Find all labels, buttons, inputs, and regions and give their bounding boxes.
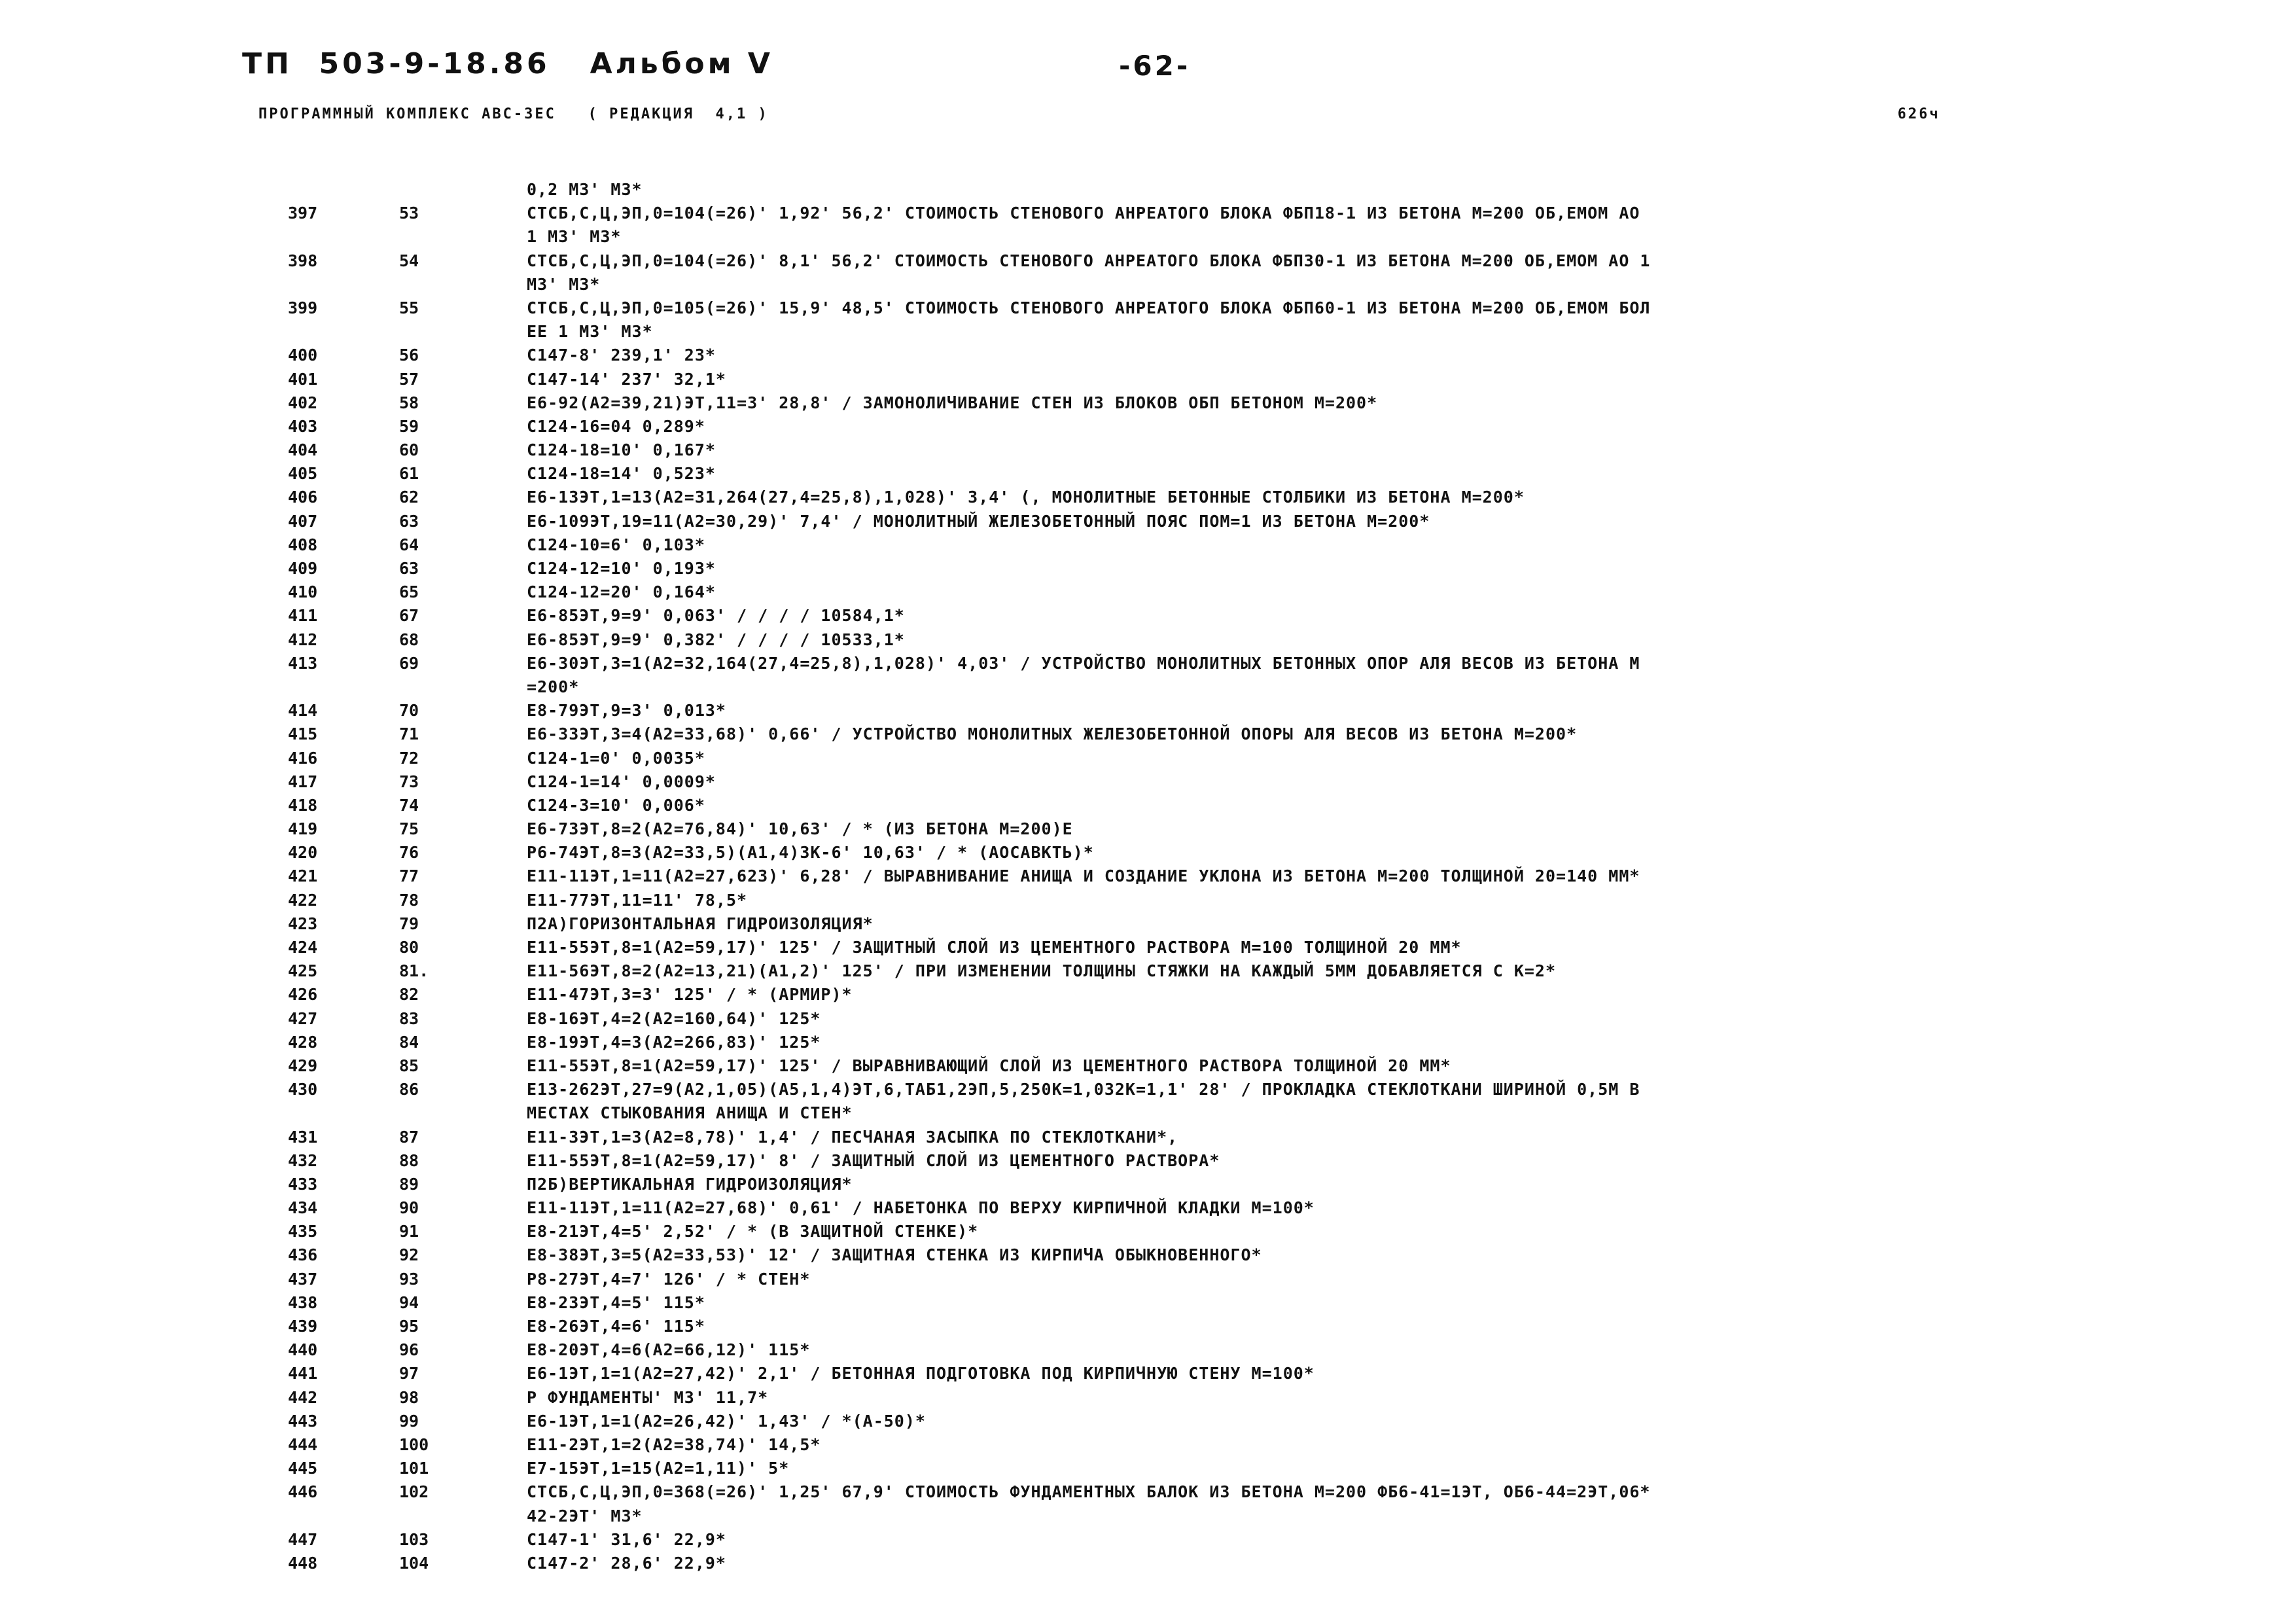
listing-line [288,747,2094,770]
line-text: С124-10=6' 0,103* [527,535,705,554]
line-text: С147-14' 237' 32,1* [527,369,726,389]
line-text: Е8-79ЭТ,9=3' 0,013* [527,701,726,721]
line-text: Е11-3ЭТ,1=3(А2=8,78)' 1,4' / ПЕСЧАНАЯ ЗАСЫПКА ПО СТЕКЛОТКАНИ*, [527,1127,1178,1147]
item-number: 98 [399,1387,419,1407]
line-text: Р6-74ЭТ,8=3(А2=33,5)(А1,4)ЗК-6' 10,63' / * (АОСАВКТЬ)* [527,843,1094,863]
item-number: 55 [399,298,419,317]
item-number: 61 [399,464,419,484]
line-number: 430 [288,1080,318,1099]
line-number: 413 [288,653,318,673]
item-number [399,273,527,296]
line-number: 406 [288,488,318,507]
item-number: 77 [399,866,419,886]
album-title: ТП 503-9-18.86 Альбом V [242,47,773,80]
item-number: 81. [399,961,429,981]
item-number: 79 [399,914,419,933]
item-number: 58 [399,393,419,412]
item-number: 72 [399,748,419,768]
line-text: Е8-20ЭТ,4=6(А2=66,12)' 115* [527,1340,811,1360]
line-text: П2А)ГОРИЗОНТАЛЬНАЯ ГИДРОИЗОЛЯЦИЯ* [527,914,874,933]
line-number: 399 [288,298,318,317]
line-text: С147-2' 28,6' 22,9* [527,1553,726,1573]
listing-line [288,510,2094,533]
listing-line [288,604,2094,628]
line-number [288,1505,399,1528]
item-number [399,1505,527,1528]
item-number: 96 [399,1340,419,1360]
item-number: 56 [399,346,419,365]
listing-line [288,1173,2094,1196]
line-text: СТСБ,С,Ц,ЭП,0=104(=26)' 8,1' 56,2' СТОИМОСТЬ СТЕНОВОГО АНРЕАТОГО БЛОКА ФБП30-1 ИЗ БЕТОНА М=200 ОБ,ЕМОМ АО 1 [527,251,1651,270]
listing-line [288,1338,2094,1362]
line-text: Е11-55ЭТ,8=1(А2=59,17)' 125' / ВЫРАВНИВАЮЩИЙ СЛОЙ ИЗ ЦЕМЕНТНОГО РАСТВОРА ТОЛЩИНОЙ 20 ММ* [527,1056,1451,1075]
item-number [399,225,527,249]
line-number: 447 [288,1529,318,1549]
line-text: Е6-73ЭТ,8=2(А2=76,84)' 10,63' / * (ИЗ БЕТОНА М=200)Е [527,819,1073,839]
line-text: Е11-55ЭТ,8=1(А2=59,17)' 125' / ЗАЩИТНЫЙ СЛОЙ ИЗ ЦЕМЕНТНОГО РАСТВОРА М=100 ТОЛЩИНОЙ 20 ММ* [527,938,1462,957]
line-number: 437 [288,1269,318,1289]
item-number: 68 [399,630,419,649]
line-text: Е6-13ЭТ,1=13(А2=31,264(27,4=25,8),1,028)' 3,4' (, МОНОЛИТНЫЕ БЕТОННЫЕ СТОЛБИКИ ИЗ БЕТОНА М=200* [527,488,1525,507]
line-number: 431 [288,1127,318,1147]
listing-line [288,1480,2094,1504]
line-number: 439 [288,1317,318,1336]
item-number: 65 [399,582,419,602]
line-number: 423 [288,914,318,933]
line-text: С124-1=0' 0,0035* [527,748,705,768]
listing-line [288,675,2094,699]
listing-line [288,628,2094,652]
line-number: 416 [288,748,318,768]
item-number: 63 [399,559,419,578]
line-text: Е8-19ЭТ,4=3(А2=266,83)' 125* [527,1032,821,1052]
item-number: 93 [399,1269,419,1289]
listing-line [288,415,2094,438]
line-number: 419 [288,819,318,839]
line-text: СТСБ,С,Ц,ЭП,0=104(=26)' 1,92' 56,2' СТОИМОСТЬ СТЕНОВОГО АНРЕАТОГО БЛОКА ФБП18-1 ИЗ БЕТОНА М=200 ОБ,ЕМОМ АО [527,204,1640,223]
line-number: 446 [288,1482,318,1502]
item-number: 63 [399,511,419,531]
item-number: 80 [399,938,419,957]
item-number: 69 [399,653,419,673]
line-number: 443 [288,1411,318,1431]
line-number: 401 [288,369,318,389]
line-number [288,1101,399,1125]
listing-line [288,889,2094,912]
listing-line [288,841,2094,865]
listing-line [288,1386,2094,1410]
line-number: 403 [288,416,318,436]
line-text: СТСБ,С,Ц,ЭП,0=105(=26)' 15,9' 48,5' СТОИМОСТЬ СТЕНОВОГО АНРЕАТОГО БЛОКА ФБП60-1 ИЗ БЕТОНА М=200 ОБ,ЕМОМ БОЛ [527,298,1651,317]
listing-line [288,1410,2094,1433]
listing-line [288,1433,2094,1457]
listing-line [288,391,2094,415]
line-number: 427 [288,1008,318,1028]
line-text: Е6-92(А2=39,21)ЭТ,11=3' 28,8' / ЗАМОНОЛИЧИВАНИЕ СТЕН ИЗ БЛОКОВ ОБП БЕТОНОМ М=200* [527,393,1378,412]
line-number [288,675,399,699]
listing-line [288,225,2094,249]
line-text: МЕСТАХ СТЫКОВАНИЯ АНИЩА И СТЕН* [527,1103,853,1123]
item-number: 88 [399,1150,419,1170]
line-number: 405 [288,464,318,484]
line-number: 408 [288,535,318,554]
line-text: Е7-15ЭТ,1=15(А2=1,11)' 5* [527,1459,790,1478]
line-text: Е11-56ЭТ,8=2(А2=13,21)(А1,2)' 125' / ПРИ ИЗМЕНЕНИИ ТОЛЩИНЫ СТЯЖКИ НА КАЖДЫЙ 5ММ ДОБАВЛЯЕТСЯ С К=2* [527,961,1557,981]
item-number: 102 [399,1482,429,1502]
listing-line [288,983,2094,1007]
listing-line [288,296,2094,320]
line-number: 404 [288,440,318,460]
listing-line [288,1031,2094,1054]
item-number: 70 [399,701,419,721]
item-number [399,178,527,202]
line-number: 411 [288,606,318,626]
line-number: 402 [288,393,318,412]
sheet-code: 626ч [1898,106,1940,122]
item-number: 74 [399,795,419,815]
line-text: Е11-47ЭТ,3=3' 125' / * (АРМИР)* [527,985,853,1005]
line-text: Е6-109ЭТ,19=11(А2=30,29)' 7,4' / МОНОЛИТНЫЙ ЖЕЛЕЗОБЕТОННЫЙ ПОЯС ПОМ=1 ИЗ БЕТОНА М=200* [527,511,1430,531]
line-text: 1 М3' М3* [527,227,622,247]
line-number: 415 [288,724,318,744]
line-number: 424 [288,938,318,957]
line-number: 441 [288,1364,318,1383]
line-number: 432 [288,1150,318,1170]
item-number: 104 [399,1553,429,1573]
listing-line [288,1243,2094,1267]
listing-line [288,462,2094,486]
line-number [288,320,399,344]
line-text: С124-3=10' 0,006* [527,795,705,815]
listing-line [288,722,2094,746]
item-number: 64 [399,535,419,554]
listing-line [288,1291,2094,1315]
line-text: Е8-16ЭТ,4=2(А2=160,64)' 125* [527,1008,821,1028]
listing-line [288,770,2094,794]
line-text: Р ФУНДАМЕНТЫ' М3' 11,7* [527,1387,769,1407]
line-text: Е6-1ЭТ,1=1(А2=27,42)' 2,1' / БЕТОННАЯ ПОДГОТОВКА ПОД КИРПИЧНУЮ СТЕНУ М=100* [527,1364,1315,1383]
item-number: 82 [399,985,419,1005]
item-number: 85 [399,1056,419,1075]
listing-line [288,1315,2094,1338]
line-number: 448 [288,1553,318,1573]
line-text: Е11-11ЭТ,1=11(А2=27,623)' 6,28' / ВЫРАВНИВАНИЕ АНИЩА И СОЗДАНИЕ УКЛОНА ИЗ БЕТОНА М=200 ТОЛЩИНОЙ 20=140 ММ* [527,866,1640,886]
line-number: 414 [288,701,318,721]
item-number: 99 [399,1411,419,1431]
line-text: Е6-33ЭТ,3=4(А2=33,68)' 0,66' / УСТРОЙСТВО МОНОЛИТНЫХ ЖЕЛЕЗОБЕТОННОЙ ОПОРЫ АЛЯ ВЕСОВ ИЗ БЕТОНА М=200* [527,724,1578,744]
listing-line [288,1126,2094,1149]
listing-line [288,1220,2094,1243]
line-text: Е8-38ЭТ,3=5(А2=33,53)' 12' / ЗАЩИТНАЯ СТЕНКА ИЗ КИРПИЧА ОБЫКНОВЕННОГО* [527,1245,1262,1265]
line-number: 409 [288,559,318,578]
line-number: 435 [288,1222,318,1241]
line-text: С147-8' 239,1' 23* [527,346,716,365]
line-number [288,273,399,296]
listing-line [288,794,2094,817]
program-line: ПРОГРАММНЫЙ КОМПЛЕКС АВС-3ЕС ( РЕДАКЦИЯ 4,1 ) [258,106,769,122]
listing-line [288,1457,2094,1480]
item-number: 86 [399,1080,419,1099]
item-number: 87 [399,1127,419,1147]
listing-line [288,178,2094,202]
item-number: 53 [399,204,419,223]
listing-line [288,1101,2094,1125]
line-text: Е8-23ЭТ,4=5' 115* [527,1293,705,1312]
line-text: Е13-262ЭТ,27=9(А2,1,05)(А5,1,4)ЭТ,6,ТАБ1,2ЭП,5,250К=1,032К=1,1' 28' / ПРОКЛАДКА СТЕКЛОТКАНИ ШИРИНОЙ 0,5М В [527,1080,1640,1099]
line-text: Е6-85ЭТ,9=9' 0,063' / / / / 10584,1* [527,606,905,626]
listing-line [288,320,2094,344]
line-text: Е6-30ЭТ,3=1(А2=32,164(27,4=25,8),1,028)' 4,03' / УСТРОЙСТВО МОНОЛИТНЫХ БЕТОННЫХ ОПОР АЛЯ ВЕСОВ ИЗ БЕТОНА М [527,653,1640,673]
listing-line [288,699,2094,722]
line-number: 428 [288,1032,318,1052]
line-text: М3' М3* [527,274,601,294]
listing-line [288,1007,2094,1031]
listing-line [288,959,2094,983]
listing-line [288,1505,2094,1528]
line-text: СТСБ,С,Ц,ЭП,0=368(=26)' 1,25' 67,9' СТОИМОСТЬ ФУНДАМЕНТНЫХ БАЛОК ИЗ БЕТОНА М=200 ФБ6-41=1ЭТ, ОБ6-44=2ЭТ,06* [527,1482,1651,1502]
listing-line [288,1362,2094,1385]
line-text: Е8-21ЭТ,4=5' 2,52' / * (В ЗАЩИТНОЙ СТЕНКЕ)* [527,1222,979,1241]
item-number: 100 [399,1435,429,1454]
item-number: 89 [399,1174,419,1194]
line-number: 438 [288,1293,318,1312]
line-number: 433 [288,1174,318,1194]
line-number: 442 [288,1387,318,1407]
item-number: 95 [399,1317,419,1336]
line-number: 421 [288,866,318,886]
line-text: ЕЕ 1 М3' М3* [527,322,653,342]
listing-line [288,580,2094,604]
line-text: Р8-27ЭТ,4=7' 126' / * СТЕН* [527,1269,811,1289]
item-number: 75 [399,819,419,839]
listing-line [288,1054,2094,1078]
item-number: 90 [399,1198,419,1218]
item-number: 67 [399,606,419,626]
program-listing [288,178,2094,1575]
listing-line [288,557,2094,580]
listing-line [288,1196,2094,1220]
line-number: 418 [288,795,318,815]
line-number: 407 [288,511,318,531]
line-number [288,225,399,249]
listing-line [288,1268,2094,1291]
line-number: 398 [288,251,318,270]
line-number [288,178,399,202]
item-number: 59 [399,416,419,436]
listing-line [288,1078,2094,1101]
line-text: =200* [527,677,580,696]
item-number: 92 [399,1245,419,1265]
item-number: 73 [399,772,419,791]
line-number: 422 [288,890,318,910]
line-text: Е11-11ЭТ,1=11(А2=27,68)' 0,61' / НАБЕТОНКА ПО ВЕРХУ КИРПИЧНОЙ КЛАДКИ М=100* [527,1198,1315,1218]
line-text: С124-18=14' 0,523* [527,464,716,484]
line-number: 434 [288,1198,318,1218]
listing-line [288,533,2094,557]
line-number: 410 [288,582,318,602]
item-number: 97 [399,1364,419,1383]
line-number: 436 [288,1245,318,1265]
line-text: Е11-55ЭТ,8=1(А2=59,17)' 8' / ЗАЩИТНЫЙ СЛОЙ ИЗ ЦЕМЕНТНОГО РАСТВОРА* [527,1150,1220,1170]
line-number: 426 [288,985,318,1005]
line-number: 444 [288,1435,318,1454]
item-number: 94 [399,1293,419,1312]
listing-line [288,368,2094,391]
line-text: С124-12=10' 0,193* [527,559,716,578]
item-number [399,320,527,344]
item-number: 57 [399,369,419,389]
listing-line [288,936,2094,959]
page-number: -62- [1119,50,1191,82]
item-number: 76 [399,843,419,863]
listing-line [288,344,2094,367]
listing-line [288,652,2094,675]
listing-line [288,1149,2094,1173]
item-number: 60 [399,440,419,460]
line-number: 440 [288,1340,318,1360]
line-number: 425 [288,961,318,981]
listing-line [288,438,2094,462]
item-number: 84 [399,1032,419,1052]
listing-line [288,202,2094,225]
item-number [399,675,527,699]
line-text: Е6-85ЭТ,9=9' 0,382' / / / / 10533,1* [527,630,905,649]
line-number: 420 [288,843,318,863]
line-text: Е8-26ЭТ,4=6' 115* [527,1317,705,1336]
line-number: 412 [288,630,318,649]
line-text: Е6-1ЭТ,1=1(А2=26,42)' 1,43' / *(А-50)* [527,1411,926,1431]
line-number: 445 [288,1459,318,1478]
listing-line [288,1552,2094,1575]
line-text: Е11-77ЭТ,11=11' 78,5* [527,890,748,910]
listing-line [288,273,2094,296]
item-number: 54 [399,251,419,270]
line-text: С124-16=04 0,289* [527,416,705,436]
line-text: 42-2ЭТ' М3* [527,1506,643,1525]
item-number: 91 [399,1222,419,1241]
line-number: 400 [288,346,318,365]
line-text: С124-18=10' 0,167* [527,440,716,460]
line-number: 397 [288,204,318,223]
line-number: 417 [288,772,318,791]
line-text: Е11-2ЭТ,1=2(А2=38,74)' 14,5* [527,1435,821,1454]
listing-line [288,865,2094,888]
listing-line [288,1528,2094,1552]
item-number: 62 [399,488,419,507]
listing-line [288,486,2094,509]
item-number: 78 [399,890,419,910]
line-text: П2Б)ВЕРТИКАЛЬНАЯ ГИДРОИЗОЛЯЦИЯ* [527,1174,853,1194]
item-number: 71 [399,724,419,744]
item-number: 101 [399,1459,429,1478]
line-text: С147-1' 31,6' 22,9* [527,1529,726,1549]
item-number: 103 [399,1529,429,1549]
item-number: 83 [399,1008,419,1028]
listing-line [288,249,2094,273]
line-text: С124-1=14' 0,0009* [527,772,716,791]
item-number [399,1101,527,1125]
listing-line [288,817,2094,841]
line-number: 429 [288,1056,318,1075]
line-text: 0,2 М3' М3* [527,180,643,199]
listing-line [288,912,2094,936]
line-text: С124-12=20' 0,164* [527,582,716,602]
